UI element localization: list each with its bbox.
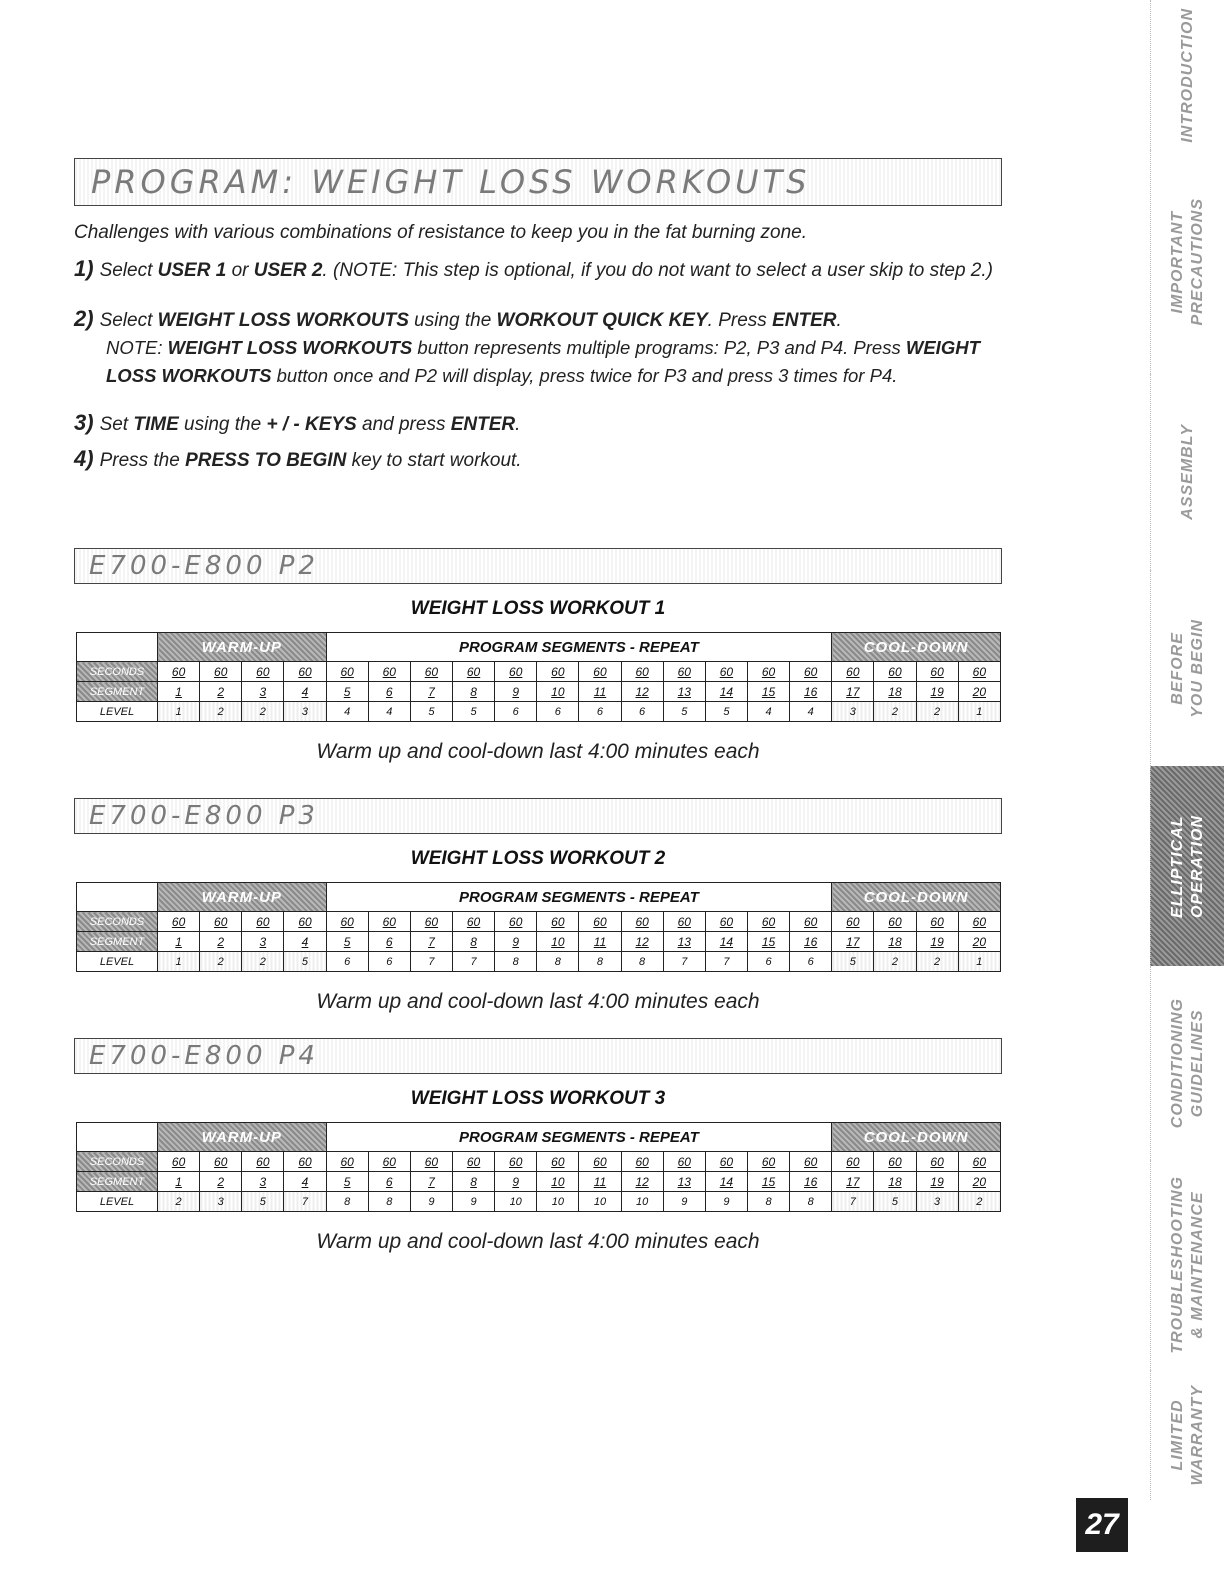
seconds-row (77, 662, 1001, 682)
side-tab-label: IMPORTANT PRECAUTIONS (1168, 198, 1206, 326)
segment-cell: 17 (832, 682, 874, 702)
segment-cell: 3 (242, 932, 284, 952)
seconds-cell: 60 (452, 662, 494, 682)
model-banner (74, 548, 1002, 584)
seconds-cell: 60 (958, 662, 1000, 682)
segment-cell: 9 (495, 1172, 537, 1192)
segment-cell: 6 (368, 1172, 410, 1192)
cooldown-header: COOL-DOWN (832, 883, 1001, 912)
segment-cell: 18 (874, 1172, 916, 1192)
segment-cell: 5 (326, 682, 368, 702)
level-cell: 7 (705, 952, 747, 972)
model-label: E700-E800 P3 (89, 801, 319, 831)
level-cell: 3 (916, 1192, 958, 1212)
segment-cell: 15 (747, 1172, 789, 1192)
side-tab-label: INTRODUCTION (1178, 7, 1196, 143)
level-cell: 7 (284, 1192, 326, 1212)
seconds-cell: 60 (705, 662, 747, 682)
seconds-cell: 60 (368, 912, 410, 932)
segment-cell: 8 (452, 932, 494, 952)
segment-cell: 3 (242, 1172, 284, 1192)
corner-cell (77, 1123, 158, 1152)
seconds-label: SECONDS (77, 912, 158, 932)
table-header-row (77, 883, 1001, 912)
level-cell: 5 (242, 1192, 284, 1212)
seconds-cell: 60 (242, 662, 284, 682)
segment-cell: 2 (200, 932, 242, 952)
seconds-cell: 60 (410, 912, 452, 932)
segment-row (77, 682, 1001, 702)
level-cell: 10 (495, 1192, 537, 1212)
seconds-cell: 60 (452, 1152, 494, 1172)
side-tab-label: ELLIPTICAL OPERATION (1168, 814, 1206, 918)
seconds-cell: 60 (790, 1152, 832, 1172)
segment-cell: 19 (916, 932, 958, 952)
segment-cell: 14 (705, 682, 747, 702)
level-cell: 5 (663, 702, 705, 722)
segment-row (77, 932, 1001, 952)
level-cell: 6 (747, 952, 789, 972)
segment-cell: 18 (874, 682, 916, 702)
level-cell: 4 (326, 702, 368, 722)
segment-cell: 12 (621, 932, 663, 952)
segment-cell: 2 (200, 1172, 242, 1192)
level-cell: 1 (958, 702, 1000, 722)
segment-cell: 11 (579, 682, 621, 702)
side-tab[interactable] (1150, 1370, 1224, 1500)
segment-cell: 17 (832, 1172, 874, 1192)
segment-cell: 15 (747, 682, 789, 702)
level-cell: 8 (368, 1192, 410, 1212)
level-label: LEVEL (77, 952, 158, 972)
segment-cell: 20 (958, 682, 1000, 702)
level-cell: 7 (832, 1192, 874, 1212)
segment-cell: 7 (410, 682, 452, 702)
level-cell: 2 (958, 1192, 1000, 1212)
seconds-cell: 60 (874, 912, 916, 932)
seconds-cell: 60 (368, 1152, 410, 1172)
workout-table (76, 632, 1001, 722)
seconds-cell: 60 (874, 662, 916, 682)
seconds-cell: 60 (832, 662, 874, 682)
segment-cell: 7 (410, 932, 452, 952)
segment-cell: 14 (705, 1172, 747, 1192)
program-title: PROGRAM: WEIGHT LOSS WORKOUTS (91, 163, 811, 201)
level-cell: 7 (410, 952, 452, 972)
segment-cell: 4 (284, 682, 326, 702)
seconds-cell: 60 (284, 662, 326, 682)
segment-cell: 1 (158, 682, 200, 702)
seconds-cell: 60 (621, 662, 663, 682)
level-cell: 5 (452, 702, 494, 722)
workout-table (76, 882, 1001, 972)
segment-cell: 9 (495, 682, 537, 702)
program-title-banner (74, 158, 1002, 206)
step-4: 4) Press the PRESS TO BEGIN key to start workout. (74, 446, 522, 471)
seconds-cell: 60 (284, 912, 326, 932)
seconds-cell: 60 (284, 1152, 326, 1172)
seconds-cell: 60 (242, 912, 284, 932)
segment-cell: 5 (326, 932, 368, 952)
level-cell: 4 (790, 702, 832, 722)
level-cell: 2 (158, 1192, 200, 1212)
seconds-cell: 60 (705, 912, 747, 932)
seconds-cell: 60 (663, 912, 705, 932)
workout-title: WEIGHT LOSS WORKOUT 2 (410, 848, 666, 869)
segment-cell: 1 (158, 932, 200, 952)
level-cell: 5 (874, 1192, 916, 1212)
seconds-row (77, 1152, 1001, 1172)
segment-cell: 10 (537, 932, 579, 952)
segment-cell: 12 (621, 1172, 663, 1192)
seconds-cell: 60 (537, 1152, 579, 1172)
segment-label: SEGMENT (77, 932, 158, 952)
seconds-cell: 60 (200, 662, 242, 682)
level-cell: 8 (579, 952, 621, 972)
level-cell: 9 (705, 1192, 747, 1212)
segment-label: SEGMENT (77, 1172, 158, 1192)
seconds-cell: 60 (832, 912, 874, 932)
segment-cell: 10 (537, 682, 579, 702)
workout-title: WEIGHT LOSS WORKOUT 3 (410, 1088, 666, 1109)
segment-cell: 15 (747, 932, 789, 952)
level-row (77, 1192, 1001, 1212)
seconds-cell: 60 (326, 662, 368, 682)
step-2-note: NOTE: WEIGHT LOSS WORKOUTS button represents multiple programs: P2, P3 and P4. Press WEIGHT LOSS WORKOUTS button once and P2 will display, press twice for P3 and press 3 times for P4. (106, 337, 980, 386)
segment-cell: 14 (705, 932, 747, 952)
seconds-cell: 60 (326, 1152, 368, 1172)
seconds-cell: 60 (200, 1152, 242, 1172)
workout-caption: Warm up and cool-down last 4:00 minutes each (316, 740, 760, 763)
corner-cell (77, 883, 158, 912)
seconds-cell: 60 (747, 912, 789, 932)
side-tab-label: LIMITED WARRANTY (1168, 1384, 1206, 1486)
seconds-cell: 60 (579, 662, 621, 682)
level-cell: 5 (705, 702, 747, 722)
level-row (77, 952, 1001, 972)
level-cell: 8 (621, 952, 663, 972)
model-banner (74, 798, 1002, 834)
side-tab-label: CONDITIONING GUIDELINES (1168, 997, 1206, 1129)
seconds-label: SECONDS (77, 662, 158, 682)
seconds-cell: 60 (958, 1152, 1000, 1172)
corner-cell (77, 633, 158, 662)
segment-cell: 17 (832, 932, 874, 952)
segment-cell: 9 (495, 932, 537, 952)
seconds-cell: 60 (916, 912, 958, 932)
model-banner (74, 1038, 1002, 1074)
level-cell: 6 (326, 952, 368, 972)
side-tab[interactable] (1150, 374, 1224, 570)
segment-cell: 18 (874, 932, 916, 952)
segment-label: SEGMENT (77, 682, 158, 702)
level-cell: 2 (916, 952, 958, 972)
level-cell: 10 (621, 1192, 663, 1212)
seconds-cell: 60 (495, 912, 537, 932)
level-cell: 8 (326, 1192, 368, 1212)
seconds-cell: 60 (200, 912, 242, 932)
segment-cell: 1 (158, 1172, 200, 1192)
side-tab-label: TROUBLESHOOTING & MAINTENANCE (1168, 1176, 1206, 1354)
level-cell: 2 (200, 702, 242, 722)
segment-cell: 4 (284, 1172, 326, 1192)
seconds-cell: 60 (368, 662, 410, 682)
cooldown-header: COOL-DOWN (832, 633, 1001, 662)
side-tab[interactable] (1150, 0, 1224, 150)
table-header-row (77, 633, 1001, 662)
seconds-cell: 60 (242, 1152, 284, 1172)
level-cell: 2 (242, 952, 284, 972)
segment-cell: 12 (621, 682, 663, 702)
level-cell: 6 (495, 702, 537, 722)
segment-cell: 19 (916, 682, 958, 702)
level-cell: 7 (663, 952, 705, 972)
step-1: 1) Select USER 1 or USER 2. (NOTE: This step is optional, if you do not want to select a user skip to step 2.) (74, 256, 993, 281)
level-label: LEVEL (77, 1192, 158, 1212)
level-cell: 6 (790, 952, 832, 972)
seconds-cell: 60 (747, 1152, 789, 1172)
segment-cell: 10 (537, 1172, 579, 1192)
level-cell: 10 (579, 1192, 621, 1212)
segment-cell: 20 (958, 1172, 1000, 1192)
level-cell: 6 (537, 702, 579, 722)
seconds-cell: 60 (705, 1152, 747, 1172)
level-cell: 1 (958, 952, 1000, 972)
seconds-cell: 60 (958, 912, 1000, 932)
side-tab[interactable] (1150, 1160, 1224, 1370)
seconds-cell: 60 (579, 1152, 621, 1172)
segment-cell: 3 (242, 682, 284, 702)
level-cell: 10 (537, 1192, 579, 1212)
level-cell: 4 (368, 702, 410, 722)
segment-cell: 11 (579, 1172, 621, 1192)
seconds-cell: 60 (832, 1152, 874, 1172)
level-cell: 3 (832, 702, 874, 722)
segment-cell: 8 (452, 1172, 494, 1192)
level-cell: 6 (368, 952, 410, 972)
segment-cell: 5 (326, 1172, 368, 1192)
seconds-cell: 60 (621, 1152, 663, 1172)
program-segments-header: PROGRAM SEGMENTS - REPEAT (326, 1123, 832, 1152)
seconds-cell: 60 (158, 662, 200, 682)
level-cell: 2 (874, 702, 916, 722)
level-cell: 4 (747, 702, 789, 722)
seconds-cell: 60 (663, 1152, 705, 1172)
side-tab[interactable] (1150, 766, 1224, 966)
level-row (77, 702, 1001, 722)
level-cell: 9 (410, 1192, 452, 1212)
seconds-cell: 60 (663, 662, 705, 682)
page-number: 27 (1076, 1498, 1128, 1552)
level-cell: 1 (158, 952, 200, 972)
step-2: 2) Select WEIGHT LOSS WORKOUTS using the WORKOUT QUICK KEY. Press ENTER. (74, 306, 842, 331)
seconds-row (77, 912, 1001, 932)
program-segments-header: PROGRAM SEGMENTS - REPEAT (326, 633, 832, 662)
level-cell: 9 (452, 1192, 494, 1212)
segment-cell: 4 (284, 932, 326, 952)
segment-cell: 6 (368, 682, 410, 702)
seconds-cell: 60 (495, 662, 537, 682)
segment-cell: 16 (790, 932, 832, 952)
model-label: E700-E800 P2 (89, 551, 319, 581)
seconds-cell: 60 (747, 662, 789, 682)
seconds-cell: 60 (326, 912, 368, 932)
level-cell: 8 (790, 1192, 832, 1212)
seconds-cell: 60 (537, 662, 579, 682)
segment-cell: 11 (579, 932, 621, 952)
table-header-row (77, 1123, 1001, 1152)
level-cell: 5 (832, 952, 874, 972)
side-tab[interactable] (1150, 966, 1224, 1160)
level-label: LEVEL (77, 702, 158, 722)
seconds-cell: 60 (158, 912, 200, 932)
model-label: E700-E800 P4 (89, 1041, 319, 1071)
seconds-cell: 60 (410, 662, 452, 682)
side-tab[interactable] (1150, 570, 1224, 766)
seconds-label: SECONDS (77, 1152, 158, 1172)
segment-cell: 13 (663, 682, 705, 702)
level-cell: 1 (158, 702, 200, 722)
warmup-header: WARM-UP (158, 633, 327, 662)
side-tab[interactable] (1150, 150, 1224, 374)
warmup-header: WARM-UP (158, 1123, 327, 1152)
workout-caption: Warm up and cool-down last 4:00 minutes each (316, 1230, 760, 1253)
segment-cell: 16 (790, 1172, 832, 1192)
segment-cell: 19 (916, 1172, 958, 1192)
segment-cell: 7 (410, 1172, 452, 1192)
seconds-cell: 60 (495, 1152, 537, 1172)
seconds-cell: 60 (916, 1152, 958, 1172)
program-segments-header: PROGRAM SEGMENTS - REPEAT (326, 883, 832, 912)
segment-cell: 2 (200, 682, 242, 702)
step-3: 3) Set TIME using the + / - KEYS and press ENTER. (74, 410, 521, 435)
level-cell: 8 (495, 952, 537, 972)
seconds-cell: 60 (790, 912, 832, 932)
level-cell: 9 (663, 1192, 705, 1212)
level-cell: 8 (747, 1192, 789, 1212)
seconds-cell: 60 (537, 912, 579, 932)
workout-caption: Warm up and cool-down last 4:00 minutes each (316, 990, 760, 1013)
intro-text: Challenges with various combinations of resistance to keep you in the fat burning zone. (74, 222, 807, 243)
level-cell: 6 (579, 702, 621, 722)
segment-cell: 6 (368, 932, 410, 952)
level-cell: 2 (874, 952, 916, 972)
cooldown-header: COOL-DOWN (832, 1123, 1001, 1152)
segment-row (77, 1172, 1001, 1192)
level-cell: 8 (537, 952, 579, 972)
seconds-cell: 60 (621, 912, 663, 932)
segment-cell: 20 (958, 932, 1000, 952)
workout-table (76, 1122, 1001, 1212)
seconds-cell: 60 (452, 912, 494, 932)
workout-title: WEIGHT LOSS WORKOUT 1 (410, 598, 666, 619)
warmup-header: WARM-UP (158, 883, 327, 912)
seconds-cell: 60 (874, 1152, 916, 1172)
seconds-cell: 60 (158, 1152, 200, 1172)
segment-cell: 8 (452, 682, 494, 702)
level-cell: 2 (242, 702, 284, 722)
seconds-cell: 60 (916, 662, 958, 682)
level-cell: 2 (916, 702, 958, 722)
level-cell: 3 (284, 702, 326, 722)
side-tab-label: BEFORE YOU BEGIN (1168, 618, 1206, 718)
level-cell: 7 (452, 952, 494, 972)
seconds-cell: 60 (579, 912, 621, 932)
level-cell: 3 (200, 1192, 242, 1212)
level-cell: 5 (410, 702, 452, 722)
side-tab-label: ASSEMBLY (1178, 424, 1196, 520)
seconds-cell: 60 (410, 1152, 452, 1172)
level-cell: 2 (200, 952, 242, 972)
segment-cell: 13 (663, 1172, 705, 1192)
level-cell: 5 (284, 952, 326, 972)
level-cell: 6 (621, 702, 663, 722)
segment-cell: 16 (790, 682, 832, 702)
segment-cell: 13 (663, 932, 705, 952)
seconds-cell: 60 (790, 662, 832, 682)
